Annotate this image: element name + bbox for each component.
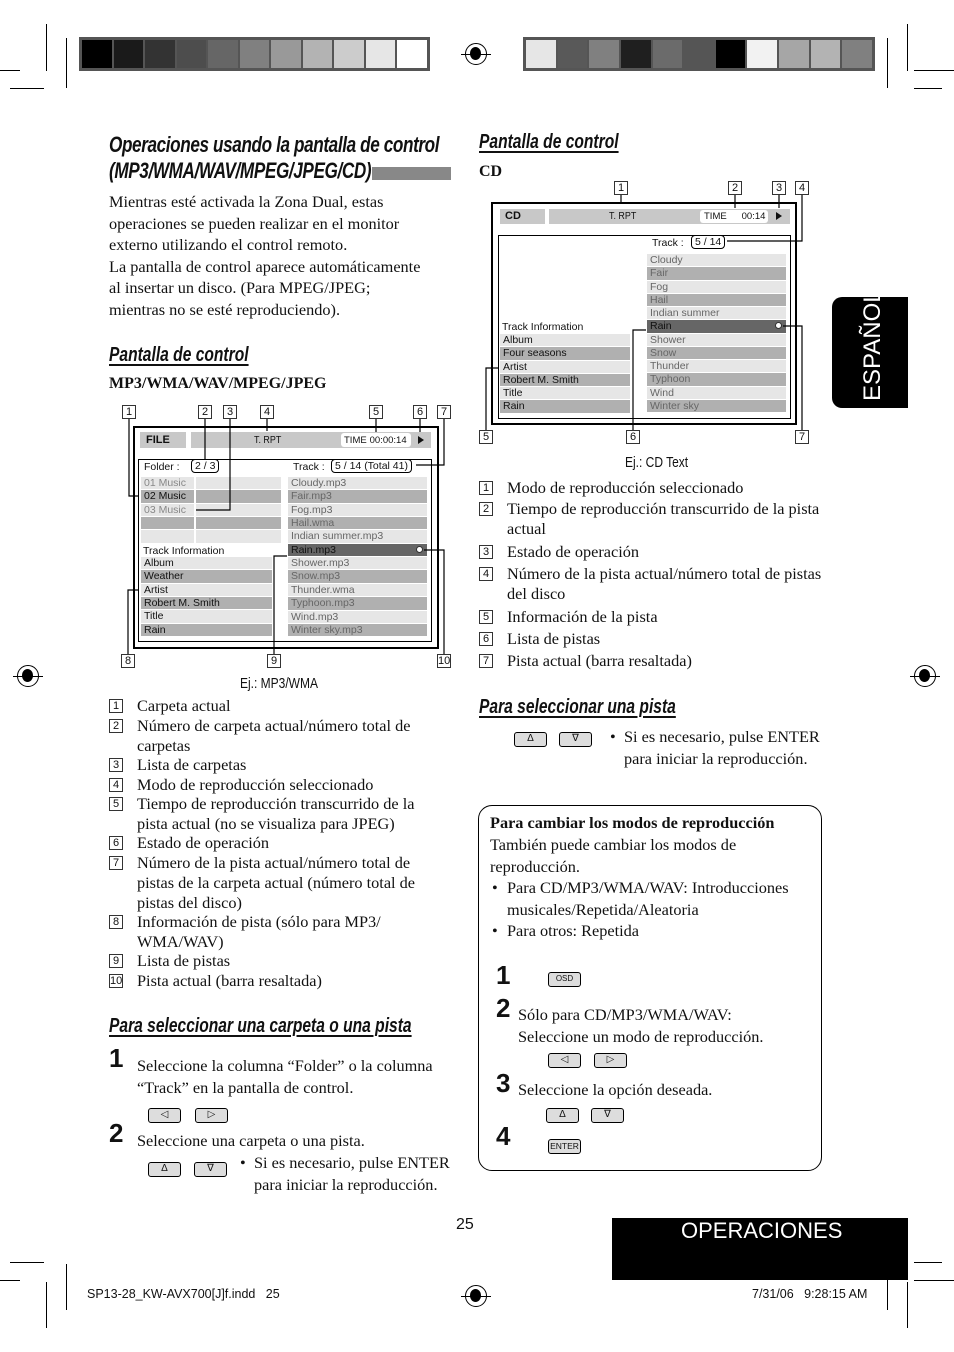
- step-text: Sólo para CD/MP3/WMA/WAV:: [518, 1005, 732, 1024]
- track-info-item: Title: [500, 387, 630, 399]
- legend-number: 4: [479, 567, 493, 581]
- intro-line: Mientras esté activada la Zona Dual, estas: [109, 192, 384, 211]
- source-label: CD: [500, 209, 545, 224]
- step-text: Seleccione un modo de reproducción.: [518, 1027, 764, 1046]
- track-list-item[interactable]: Shower: [647, 334, 786, 346]
- track-info-header: Track Information: [143, 545, 225, 557]
- callout-number: 1: [614, 181, 628, 195]
- track-list-item[interactable]: Indian summer.mp3: [288, 530, 427, 542]
- track-info-item: Robert M. Smith: [141, 597, 272, 609]
- up-button[interactable]: Δ: [148, 1162, 181, 1177]
- folder-list-item[interactable]: 02 Music: [141, 490, 194, 502]
- callout-number: 1: [122, 405, 136, 419]
- track-list-item[interactable]: Shower.mp3: [288, 557, 427, 569]
- track-label: Track :: [293, 461, 325, 473]
- legend-text: Tiempo de reproducción transcurrido de la pista actual (no se visualiza para JPEG): [137, 794, 415, 833]
- intro-line: al insertar un disco. (Para MPEG/JPEG;: [109, 278, 371, 298]
- step-number: 4: [496, 1121, 511, 1151]
- callout-number: 7: [437, 405, 451, 419]
- track-list-item[interactable]: Thunder: [647, 360, 786, 372]
- play-mode: T. RPT: [254, 434, 282, 446]
- callout-number: 3: [772, 181, 786, 195]
- callout-number: 7: [795, 430, 809, 444]
- track-list-item[interactable]: Wind: [647, 387, 786, 399]
- page-title-line2: (MP3/WMA/WAV/MPEG/JPEG/CD): [109, 158, 372, 183]
- track-list-item[interactable]: Winter sky.mp3: [288, 624, 427, 636]
- track-info-header: Track Information: [502, 321, 584, 333]
- track-list-item[interactable]: Indian summer: [647, 307, 786, 319]
- step-number: 2: [496, 993, 511, 1023]
- legend-text: Lista de carpetas: [137, 755, 247, 774]
- current-track-row[interactable]: Rain.mp3: [288, 544, 427, 556]
- legend-item: [479, 607, 824, 627]
- legend-text: Pista actual (barra resaltada): [137, 971, 322, 990]
- legend-number: 6: [479, 632, 493, 646]
- down-button[interactable]: ∇: [194, 1162, 227, 1177]
- callout-number: 4: [260, 405, 274, 419]
- source-label: FILE: [140, 432, 186, 448]
- callout-number: 4: [795, 181, 809, 195]
- track-count: 5 / 14 (Total 41): [331, 459, 412, 473]
- legend-text: Información de la pista: [507, 607, 658, 626]
- legend-item: [479, 542, 824, 562]
- intro-line: mientras no se esté reproduciendo).: [109, 299, 341, 319]
- track-info-item: Album: [500, 334, 630, 346]
- track-list-item[interactable]: Typhoon.mp3: [288, 597, 427, 609]
- step-text: Seleccione la columna “Folder” o la columna “Track” en la pantalla de control.: [137, 1056, 433, 1097]
- track-info-item: Album: [141, 557, 272, 569]
- subtitle-mp3: MP3/WMA/WAV/MPEG/JPEG: [109, 375, 327, 392]
- down-button[interactable]: ∇: [559, 732, 592, 747]
- play-mode: T. RPT: [609, 210, 637, 222]
- osd-button[interactable]: OSD: [548, 972, 581, 987]
- track-list-item[interactable]: Wind.mp3: [288, 611, 427, 623]
- legend-number: 6: [109, 836, 123, 850]
- box-bullet: • Para otros: Repetida: [492, 921, 640, 940]
- up-button[interactable]: Δ: [546, 1108, 579, 1123]
- track-list-item[interactable]: Fair.mp3: [288, 490, 427, 502]
- legend-number: 7: [109, 856, 123, 870]
- track-info-item: Rain: [500, 400, 630, 412]
- legend-text: Tiempo de reproducción transcurrido de la pista actual: [507, 499, 820, 538]
- section-title-control-screen: Pantalla de control: [109, 344, 249, 366]
- note-text: Si es necesario, pulse ENTER para iniciar la reproducción.: [624, 727, 820, 768]
- note-bullet: • Si es necesario, pulse ENTER para iniciar la reproducción.: [610, 727, 820, 768]
- time-label: TIME: [704, 211, 727, 222]
- left-button[interactable]: ◁: [148, 1108, 181, 1123]
- track-list-item[interactable]: Snow: [647, 347, 786, 359]
- track-list-item[interactable]: Winter sky: [647, 400, 786, 412]
- intro-line: La pantalla de control aparece automáticamente: [109, 256, 421, 276]
- legend-text: Número de la pista actual/número total de pistas de la carpeta actual (número total de pistas del disco): [137, 853, 416, 912]
- legend-number: 5: [109, 797, 123, 811]
- track-info-item: Weather: [141, 570, 272, 582]
- track-list-item[interactable]: Snow.mp3: [288, 570, 427, 582]
- bullet-text: Para CD/MP3/WMA/WAV: Introducciones musicales/Repetida/Aleatoria: [507, 878, 789, 919]
- track-info-item: Rain: [141, 624, 272, 636]
- legend-text: Modo de reproducción seleccionado: [507, 478, 744, 497]
- step-text: Seleccione la opción deseada.: [518, 1080, 713, 1099]
- track-label: Track :: [652, 237, 684, 249]
- section-title-select-track: Para seleccionar una pista: [479, 696, 676, 718]
- legend-text: Estado de operación: [137, 833, 270, 852]
- callout-number: 6: [413, 405, 427, 419]
- box-title: Para cambiar los modos de reproducción: [490, 813, 775, 832]
- folder-label: Folder :: [144, 461, 180, 473]
- step-number: 1: [109, 1043, 124, 1073]
- bullet-text: Para otros: Repetida: [507, 921, 640, 940]
- slug-file: SP13-28_KW-AVX700[J]f.indd 25: [87, 1287, 280, 1301]
- track-list-item[interactable]: Hail: [647, 294, 786, 306]
- callout-number: 5: [369, 405, 383, 419]
- legend-item: [479, 499, 824, 539]
- track-count: 5 / 14: [691, 235, 725, 249]
- current-track-row[interactable]: Rain: [647, 320, 786, 332]
- time-label: TIME: [344, 435, 367, 446]
- legend-text: Estado de operación: [507, 542, 640, 561]
- legend-number: 8: [109, 915, 123, 929]
- callout-number: 9: [267, 654, 281, 668]
- time-value: 00:00:14: [369, 435, 407, 446]
- caption-mp3: Ej.: MP3/WMA: [240, 675, 319, 692]
- section-footer-label: OPERACIONES: [681, 1218, 843, 1243]
- track-list-item[interactable]: Fog: [647, 281, 786, 293]
- legend-number: 3: [479, 545, 493, 559]
- legend-text: Información de pista (sólo para MP3/ WMA/WAV): [137, 912, 381, 951]
- track-list-item[interactable]: Hail.wma: [288, 517, 427, 529]
- page-number: 25: [456, 1216, 474, 1233]
- callout-number: 2: [198, 405, 212, 419]
- legend-number: 3: [109, 758, 123, 772]
- legend-item: [479, 564, 824, 604]
- callout-number: 10: [438, 655, 451, 667]
- legend-text: Número de carpeta actual/número total de carpetas: [137, 716, 411, 755]
- legend-number: 7: [479, 654, 493, 668]
- legend-item: [479, 478, 824, 498]
- legend-text: Pista actual (barra resaltada): [507, 651, 692, 670]
- folder-list-item: 03 Music: [141, 504, 194, 516]
- track-info-item: Artist: [500, 361, 630, 373]
- callout-number: 3: [223, 405, 237, 419]
- note-text: Si es necesario, pulse ENTER para iniciar la reproducción.: [254, 1153, 450, 1194]
- legend-number: 2: [479, 502, 493, 516]
- time-value: 00:14: [741, 211, 766, 222]
- note-bullet: • Si es necesario, pulse ENTER para iniciar la reproducción.: [240, 1153, 450, 1194]
- subtitle-cd: CD: [479, 163, 503, 180]
- legend-number: 9: [109, 954, 123, 968]
- caption-cd: Ej.: CD Text: [625, 454, 689, 471]
- track-list-item[interactable]: Cloudy: [647, 254, 786, 266]
- left-button[interactable]: ◁: [548, 1053, 581, 1068]
- intro-line: externo utilizando el control remoto.: [109, 235, 348, 255]
- intro-line: operaciones se pueden realizar en el monitor: [109, 213, 400, 233]
- callout-number: 2: [728, 181, 742, 195]
- folder-list-item: 01 Music: [141, 477, 194, 489]
- box-bullet: • Para CD/MP3/WMA/WAV: Introducciones musicales/Repetida/Aleatoria: [492, 878, 789, 919]
- track-info-item: Artist: [141, 584, 272, 596]
- legend-number: 1: [109, 699, 123, 713]
- track-list-item[interactable]: Typhoon: [647, 373, 786, 385]
- track-list-item[interactable]: Thunder.wma: [288, 584, 427, 596]
- language-tab-label: ESPAÑOL: [859, 289, 886, 401]
- legend-item: [479, 651, 824, 671]
- up-button[interactable]: Δ: [514, 732, 547, 747]
- callout-number: 6: [626, 430, 640, 444]
- callout-number: 8: [121, 654, 135, 668]
- legend-number: 5: [479, 610, 493, 624]
- track-list-item[interactable]: Fog.mp3: [288, 504, 427, 516]
- section-title-select-folder: Para seleccionar una carpeta o una pista: [109, 1015, 412, 1037]
- track-info-item: Robert M. Smith: [500, 374, 630, 386]
- enter-button[interactable]: ENTER: [548, 1139, 581, 1154]
- slug-date: 7/31/06 9:28:15 AM: [752, 1287, 868, 1301]
- legend-text: Lista de pistas: [507, 629, 601, 648]
- folder-count: 2 / 3: [191, 459, 219, 473]
- legend-number: 1: [479, 481, 493, 495]
- legend-text: Carpeta actual: [137, 696, 231, 715]
- track-list-item[interactable]: Cloudy.mp3: [288, 477, 427, 489]
- legend-text: Número de la pista actual/número total de pistas del disco: [507, 564, 822, 603]
- legend-text: Lista de pistas: [137, 951, 231, 970]
- page-title-line1: Operaciones usando la pantalla de control: [109, 132, 440, 157]
- callout-number: 5: [479, 430, 493, 444]
- track-info-item: Four seasons: [500, 347, 630, 359]
- legend-number: 4: [109, 778, 123, 792]
- step-text: Seleccione una carpeta o una pista.: [137, 1131, 365, 1150]
- down-button[interactable]: ∇: [591, 1108, 624, 1123]
- box-text: También puede cambiar los modos de reproducción.: [490, 835, 737, 876]
- legend-item: [479, 629, 824, 649]
- legend-text: Modo de reproducción seleccionado: [137, 775, 374, 794]
- track-list-item[interactable]: Fair: [647, 267, 786, 279]
- legend-number: 10: [110, 975, 123, 987]
- step-number: 1: [496, 960, 511, 990]
- section-title-control-screen-cd: Pantalla de control: [479, 131, 619, 153]
- step-number: 3: [496, 1068, 511, 1098]
- track-info-item: Title: [141, 610, 272, 622]
- step-number: 2: [109, 1118, 124, 1148]
- right-button[interactable]: ▷: [594, 1053, 627, 1068]
- right-button[interactable]: ▷: [195, 1108, 228, 1123]
- legend-number: 2: [109, 719, 123, 733]
